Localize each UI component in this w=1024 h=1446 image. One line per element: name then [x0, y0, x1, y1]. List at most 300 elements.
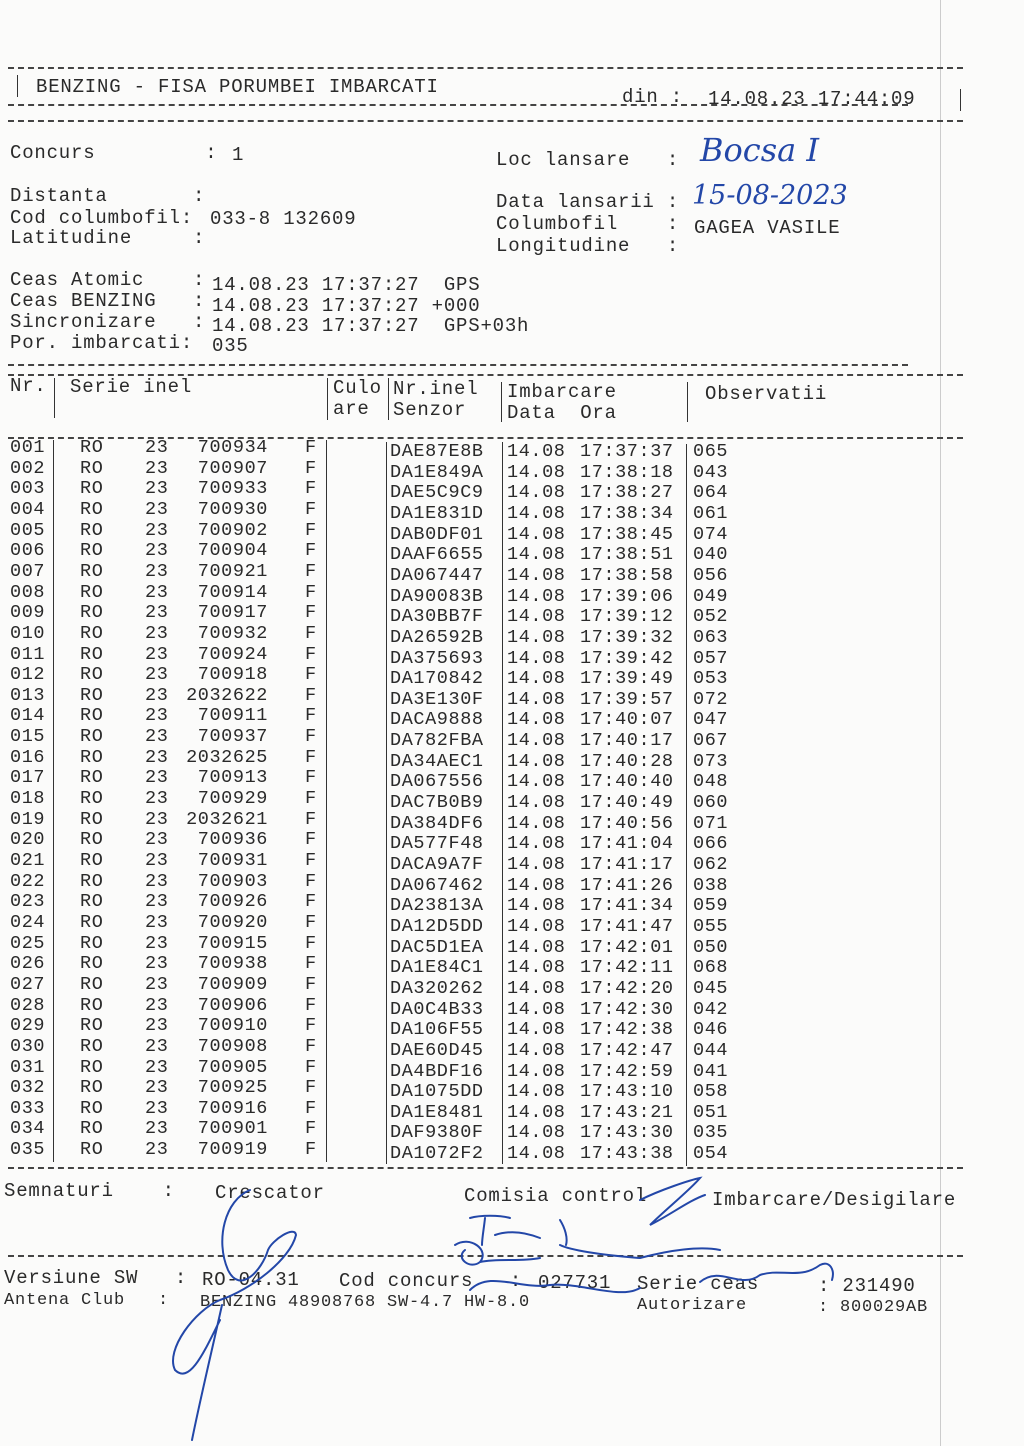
cell-nr: 022: [10, 870, 46, 892]
cell-time: 17:42:38: [580, 1019, 674, 1041]
cell-time: 17:41:34: [580, 895, 674, 917]
cell-sensor: DAC7B0B9: [390, 792, 484, 814]
cell-observatii: 044: [693, 1039, 729, 1061]
cell-observatii: 055: [693, 915, 729, 937]
cell-observatii: 050: [693, 936, 729, 958]
cell-observatii: 065: [693, 441, 729, 462]
cell-year: 23: [145, 994, 169, 1016]
cell-year: 23: [145, 437, 169, 458]
cell-date: 14.08: [507, 915, 566, 937]
cell-ring-number: 700924: [197, 643, 268, 665]
cell-ring-number: 700901: [197, 1118, 268, 1140]
cell-date: 14.08: [507, 1060, 566, 1082]
cell-nr: 023: [10, 891, 46, 913]
cell-ring-number: 700919: [197, 1139, 268, 1161]
cell-observatii: 054: [693, 1143, 729, 1165]
cell-observatii: 056: [693, 564, 729, 586]
cell-time: 17:41:17: [580, 854, 674, 875]
cell-sensor: DACA9888: [390, 709, 484, 731]
cell-date: 14.08: [507, 895, 566, 917]
cell-time: 17:39:42: [580, 647, 674, 669]
cell-sensor: DAE60D45: [390, 1039, 484, 1061]
cell-date: 14.08: [507, 1143, 566, 1165]
cell-ring-number: 700913: [197, 767, 268, 789]
cell-date: 14.08: [507, 1019, 566, 1041]
cell-sensor: DA067556: [390, 771, 484, 793]
cell-ring-number: 700903: [197, 870, 268, 892]
cell-time: 17:40:56: [580, 812, 674, 834]
autorizare-label: Autorizare: [637, 1296, 748, 1315]
cell-observatii: 060: [693, 792, 729, 814]
cell-year: 23: [145, 664, 169, 686]
cell-nr: 017: [10, 767, 46, 789]
cell-year: 23: [145, 560, 169, 582]
cell-date: 14.08: [507, 585, 566, 607]
por-imbarcati-label: Por. imbarcati:: [10, 332, 194, 354]
cell-country: RO: [80, 932, 104, 954]
signature-crescator: [173, 1190, 296, 1440]
header-border-left: [17, 75, 18, 97]
crescator-label: Crescator: [215, 1182, 325, 1204]
cell-sensor: DA30BB7F: [390, 606, 484, 628]
cell-observatii: 048: [693, 771, 729, 793]
cell-observatii: 042: [693, 998, 729, 1020]
cell-sensor: DA067447: [390, 564, 484, 586]
cell-ring-number: 700937: [197, 726, 268, 748]
cell-sex: F: [305, 808, 317, 830]
cell-country: RO: [80, 994, 104, 1016]
col-divider: [327, 378, 328, 420]
ceas-atomic-value: 14.08.23 17:37:27 GPS: [212, 274, 481, 296]
cell-time: 17:42:01: [580, 936, 674, 958]
cell-country: RO: [80, 1097, 104, 1119]
cell-sensor: DA384DF6: [390, 812, 484, 834]
versiune-sw-value: RO-04.31: [202, 1269, 300, 1291]
cell-country: RO: [80, 1015, 104, 1037]
cell-observatii: 040: [693, 544, 729, 566]
cell-sex: F: [305, 932, 317, 954]
cell-country: RO: [80, 726, 104, 748]
cell-time: 17:39:57: [580, 688, 674, 710]
col-divider: [54, 378, 55, 418]
cell-nr: 002: [10, 457, 46, 479]
cell-nr: 003: [10, 478, 46, 500]
cell-observatii: 068: [693, 957, 729, 979]
cell-year: 23: [145, 1077, 169, 1099]
cell-date: 14.08: [507, 771, 566, 793]
cell-sensor: DAB0DF01: [390, 523, 484, 545]
cell-date: 14.08: [507, 833, 566, 855]
table-row: [0, 437, 760, 462]
cell-date: 14.08: [507, 977, 566, 999]
cell-nr: 016: [10, 746, 46, 768]
cell-ring-number: 700926: [197, 891, 268, 913]
cell-country: RO: [80, 1118, 104, 1140]
cell-sensor: DA90083B: [390, 585, 484, 607]
table-row: [0, 1056, 760, 1082]
cell-nr: 009: [10, 602, 46, 624]
cell-year: 23: [145, 953, 169, 975]
cell-sensor: DA1E831D: [390, 502, 484, 524]
cell-observatii: 072: [693, 688, 729, 710]
cell-date: 14.08: [507, 523, 566, 545]
cell-ring-number: 700915: [197, 932, 268, 954]
cell-nr: 021: [10, 850, 46, 871]
cell-year: 23: [145, 457, 169, 479]
cell-country: RO: [80, 437, 104, 458]
cell-ring-number: 700914: [197, 581, 268, 603]
table-row: [0, 1077, 760, 1103]
cell-date: 14.08: [507, 730, 566, 752]
header-serie-inel: Serie inel: [70, 376, 193, 398]
cell-country: RO: [80, 519, 104, 541]
cell-sensor: DAAF6655: [390, 544, 484, 566]
page-margin-line: [940, 0, 941, 1446]
divider: [8, 120, 963, 122]
cell-nr: 027: [10, 973, 46, 995]
cell-sex: F: [305, 540, 317, 562]
cell-nr: 018: [10, 788, 46, 810]
cell-sex: F: [305, 746, 317, 768]
cell-date: 14.08: [507, 1101, 566, 1123]
cell-nr: 033: [10, 1097, 46, 1119]
table-row: [0, 1118, 760, 1144]
din-value: 14.08.23 17:44:09: [708, 88, 916, 110]
cell-ring-number: 700916: [197, 1097, 268, 1119]
cell-ring-number: 700906: [197, 994, 268, 1016]
cell-nr: 012: [10, 664, 46, 686]
cell-date: 14.08: [507, 647, 566, 669]
table-row: [0, 1035, 760, 1061]
cell-observatii: 049: [693, 585, 729, 607]
cell-sex: F: [305, 478, 317, 500]
cell-country: RO: [80, 1056, 104, 1078]
table-row: [0, 891, 760, 917]
cell-ring-number: 700936: [197, 829, 268, 851]
cell-time: 17:37:37: [580, 441, 674, 462]
cell-nr: 032: [10, 1077, 46, 1099]
cell-sensor: DA12D5DD: [390, 915, 484, 937]
cell-ring-number: 700911: [197, 705, 268, 727]
cell-sensor: DA34AEC1: [390, 750, 484, 772]
cell-country: RO: [80, 1077, 104, 1099]
cell-date: 14.08: [507, 998, 566, 1020]
cell-country: RO: [80, 1035, 104, 1057]
cell-date: 14.08: [507, 750, 566, 772]
cell-sex: F: [305, 622, 317, 644]
table-row: [0, 1097, 760, 1123]
cell-sensor: DA26592B: [390, 626, 484, 648]
cell-date: 14.08: [507, 461, 566, 483]
cell-sex: F: [305, 519, 317, 541]
cell-year: 23: [145, 870, 169, 892]
cell-sensor: DA106F55: [390, 1019, 484, 1041]
loc-lansare-value: Bocsa I: [700, 131, 820, 169]
cell-country: RO: [80, 643, 104, 665]
cell-observatii: 053: [693, 668, 729, 690]
header-culoare-2: are: [333, 398, 370, 420]
table-row: [0, 767, 760, 793]
cell-country: RO: [80, 478, 104, 500]
cell-year: 23: [145, 726, 169, 748]
table-row: [0, 932, 760, 958]
cell-nr: 008: [10, 581, 46, 603]
cell-nr: 034: [10, 1118, 46, 1140]
cell-observatii: 074: [693, 523, 729, 545]
cell-time: 17:43:10: [580, 1081, 674, 1103]
cell-year: 23: [145, 1056, 169, 1078]
cell-ring-number: 700909: [197, 973, 268, 995]
table-row: [0, 457, 760, 483]
table-row: [0, 622, 760, 648]
cell-country: RO: [80, 788, 104, 810]
cell-sensor: DA1072F2: [390, 1143, 484, 1165]
cell-sex: F: [305, 994, 317, 1016]
cell-nr: 029: [10, 1015, 46, 1037]
cell-ring-number: 700925: [197, 1077, 268, 1099]
cod-columbofil-label: Cod columbofil:: [10, 207, 194, 229]
cell-sensor: DAF9380F: [390, 1122, 484, 1144]
cell-year: 23: [145, 705, 169, 727]
cell-country: RO: [80, 829, 104, 851]
cell-sex: F: [305, 953, 317, 975]
cell-sensor: DA170842: [390, 668, 484, 690]
cell-country: RO: [80, 498, 104, 520]
header-border-right: [960, 89, 961, 111]
header-senzor: Senzor: [393, 399, 467, 421]
cell-country: RO: [80, 850, 104, 871]
cell-country: RO: [80, 705, 104, 727]
cell-date: 14.08: [507, 1081, 566, 1103]
cell-time: 17:39:49: [580, 668, 674, 690]
cell-sex: F: [305, 498, 317, 520]
cell-year: 23: [145, 684, 169, 706]
header-imbarcare: Imbarcare: [507, 381, 617, 403]
cell-sex: F: [305, 850, 317, 871]
cell-time: 17:42:47: [580, 1039, 674, 1061]
table-row: [0, 870, 760, 896]
table-row: [0, 746, 760, 772]
table-row: [0, 994, 760, 1020]
header-data-ora: Data Ora: [507, 402, 617, 424]
cell-country: RO: [80, 870, 104, 892]
loc-lansare-label: Loc lansare :: [496, 149, 680, 171]
cell-ring-number: 700907: [197, 457, 268, 479]
cell-time: 17:40:07: [580, 709, 674, 731]
cod-concurs-label: Cod concurs :: [339, 1270, 523, 1292]
cell-sex: F: [305, 705, 317, 727]
table-row: [0, 540, 760, 566]
cell-nr: 013: [10, 684, 46, 706]
cell-sex: F: [305, 457, 317, 479]
cell-ring-number: 700905: [197, 1056, 268, 1078]
cell-time: 17:39:32: [580, 626, 674, 648]
cell-time: 17:38:34: [580, 502, 674, 524]
ceas-benzing-label: Ceas BENZING :: [10, 290, 206, 312]
cell-nr: 014: [10, 705, 46, 727]
cell-observatii: 052: [693, 606, 729, 628]
col-divider: [687, 382, 688, 422]
cell-nr: 001: [10, 437, 46, 458]
cell-year: 23: [145, 602, 169, 624]
cell-nr: 020: [10, 829, 46, 851]
cell-observatii: 051: [693, 1101, 729, 1123]
cell-nr: 031: [10, 1056, 46, 1078]
cell-ring-number: 700934: [197, 437, 268, 458]
cell-sex: F: [305, 973, 317, 995]
cell-sex: F: [305, 560, 317, 582]
cell-nr: 004: [10, 498, 46, 520]
table-row: [0, 664, 760, 690]
cell-nr: 035: [10, 1139, 46, 1161]
divider: [8, 67, 963, 69]
table-row: [0, 953, 760, 979]
cell-country: RO: [80, 891, 104, 913]
cell-year: 23: [145, 746, 169, 768]
cell-country: RO: [80, 602, 104, 624]
cell-sensor: DA1E849A: [390, 461, 484, 483]
cell-year: 23: [145, 808, 169, 830]
cell-time: 17:41:47: [580, 915, 674, 937]
cell-observatii: 071: [693, 812, 729, 834]
cell-nr: 026: [10, 953, 46, 975]
cell-nr: 011: [10, 643, 46, 665]
serie-ceas-value: : 231490: [818, 1275, 916, 1297]
cell-year: 23: [145, 1015, 169, 1037]
cell-ring-number: 700929: [197, 788, 268, 810]
cell-date: 14.08: [507, 874, 566, 896]
table-row: [0, 726, 760, 752]
cell-country: RO: [80, 767, 104, 789]
cell-time: 17:43:30: [580, 1122, 674, 1144]
cell-observatii: 038: [693, 874, 729, 896]
table-row: [0, 808, 760, 834]
cell-nr: 024: [10, 911, 46, 933]
cell-country: RO: [80, 664, 104, 686]
sincronizare-label: Sincronizare :: [10, 311, 206, 333]
cell-nr: 019: [10, 808, 46, 830]
cell-sex: F: [305, 643, 317, 665]
cell-sensor: DA067462: [390, 874, 484, 896]
cell-time: 17:42:30: [580, 998, 674, 1020]
cell-date: 14.08: [507, 854, 566, 875]
cell-sex: F: [305, 1097, 317, 1119]
cell-sensor: DA23813A: [390, 895, 484, 917]
table-row: [0, 1139, 760, 1165]
cell-time: 17:39:06: [580, 585, 674, 607]
cod-columbofil-value: 033-8 132609: [210, 208, 357, 230]
cell-ring-number: 700921: [197, 560, 268, 582]
cell-country: RO: [80, 808, 104, 830]
cell-time: 17:42:11: [580, 957, 674, 979]
cell-time: 17:41:26: [580, 874, 674, 896]
cell-sex: F: [305, 829, 317, 851]
cell-sex: F: [305, 581, 317, 603]
cell-time: 17:42:20: [580, 977, 674, 999]
table-row: [0, 829, 760, 855]
cell-sex: F: [305, 1118, 317, 1140]
cell-date: 14.08: [507, 626, 566, 648]
table-row: [0, 498, 760, 524]
cell-nr: 015: [10, 726, 46, 748]
cell-date: 14.08: [507, 1122, 566, 1144]
document-title: BENZING - FISA PORUMBEI IMBARCATI: [36, 76, 439, 98]
table-row: [0, 684, 760, 710]
cell-ring-number: 700938: [197, 953, 268, 975]
data-lansarii-value: 15-08-2023: [692, 180, 848, 211]
header-observatii: Observatii: [705, 383, 828, 405]
cell-sex: F: [305, 1056, 317, 1078]
cell-sensor: DA4BDF16: [390, 1060, 484, 1082]
cell-sex: F: [305, 767, 317, 789]
cell-observatii: 066: [693, 833, 729, 855]
cell-date: 14.08: [507, 502, 566, 524]
cell-ring-number: 700920: [197, 911, 268, 933]
din-label: din :: [622, 86, 684, 108]
cell-time: 17:43:38: [580, 1143, 674, 1165]
data-lansarii-label: Data lansarii :: [496, 191, 680, 213]
cell-year: 23: [145, 498, 169, 520]
cell-sex: F: [305, 1077, 317, 1099]
cell-year: 23: [145, 1097, 169, 1119]
cell-observatii: 035: [693, 1122, 729, 1144]
cod-concurs-value: 027731: [538, 1272, 612, 1294]
cell-country: RO: [80, 457, 104, 479]
imbarcare-desigilare-label: Imbarcare/Desigilare: [712, 1189, 957, 1211]
cell-time: 17:38:27: [580, 482, 674, 504]
ceas-benzing-value: 14.08.23 17:37:27 +000: [212, 295, 481, 317]
cell-year: 23: [145, 788, 169, 810]
ceas-atomic-label: Ceas Atomic :: [10, 269, 206, 291]
cell-date: 14.08: [507, 482, 566, 504]
cell-time: 17:38:45: [580, 523, 674, 545]
table-row: [0, 850, 760, 875]
cell-year: 23: [145, 622, 169, 644]
cell-date: 14.08: [507, 606, 566, 628]
cell-time: 17:40:17: [580, 730, 674, 752]
cell-country: RO: [80, 973, 104, 995]
cell-ring-number: 700918: [197, 664, 268, 686]
cell-sex: F: [305, 1139, 317, 1161]
header-nr-inel: Nr.inel: [393, 378, 479, 400]
cell-sex: F: [305, 1035, 317, 1057]
cell-sensor: DAE5C9C9: [390, 482, 484, 504]
concurs-value: 1: [232, 144, 245, 166]
cell-date: 14.08: [507, 812, 566, 834]
serie-ceas-label: Serie ceas: [637, 1273, 760, 1295]
cell-sex: F: [305, 684, 317, 706]
cell-sensor: DA3E130F: [390, 688, 484, 710]
cell-observatii: 062: [693, 854, 729, 875]
cell-date: 14.08: [507, 1039, 566, 1061]
distanta-label: Distanta :: [10, 185, 206, 207]
cell-country: RO: [80, 540, 104, 562]
cell-year: 23: [145, 932, 169, 954]
cell-ring-number: 700932: [197, 622, 268, 644]
cell-sensor: DA320262: [390, 977, 484, 999]
cell-ring-number: 2032621: [186, 808, 268, 830]
cell-sensor: DA782FBA: [390, 730, 484, 752]
cell-year: 23: [145, 911, 169, 933]
cell-year: 23: [145, 767, 169, 789]
cell-nr: 005: [10, 519, 46, 541]
cell-observatii: 073: [693, 750, 729, 772]
cell-country: RO: [80, 684, 104, 706]
cell-date: 14.08: [507, 936, 566, 958]
cell-year: 23: [145, 973, 169, 995]
cell-nr: 010: [10, 622, 46, 644]
cell-time: 17:39:12: [580, 606, 674, 628]
